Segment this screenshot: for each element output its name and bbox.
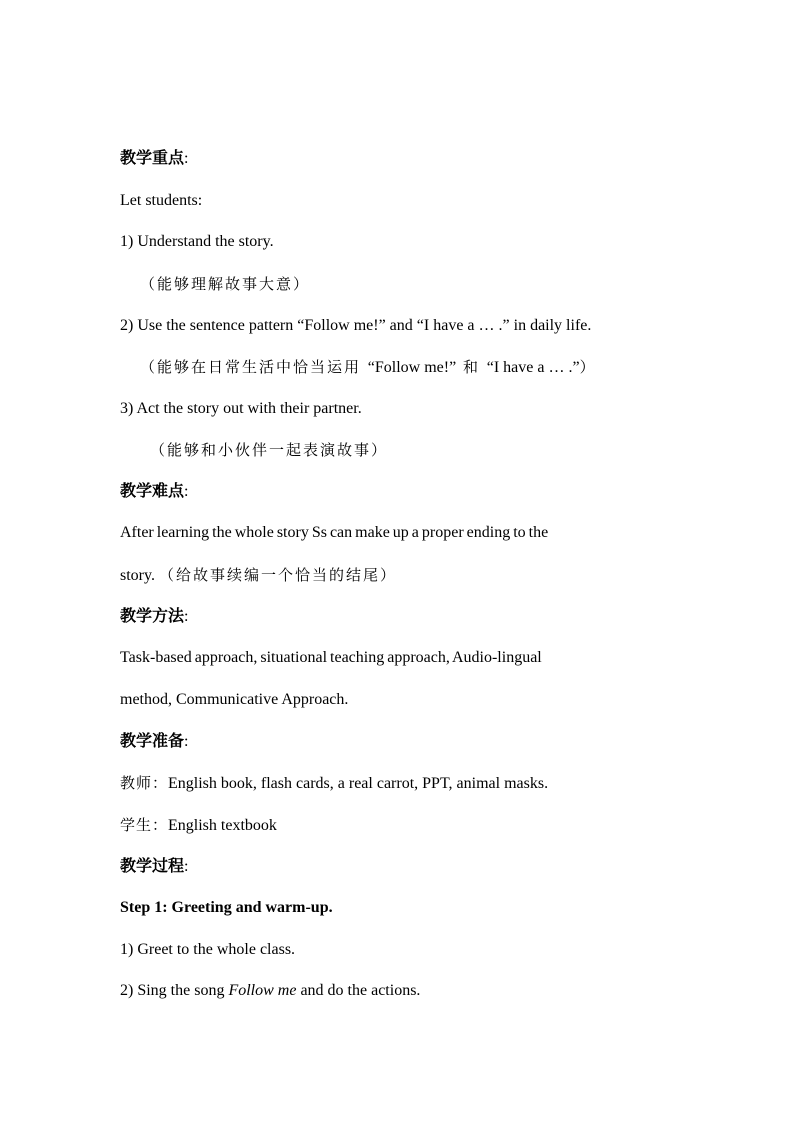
preparation-student: 学生：English textbook xyxy=(120,816,277,834)
key-point-note-3: （能够和小伙伴一起表演故事） xyxy=(150,441,389,459)
key-point-item-2: 2) Use the sentence pattern “Follow me!” and “I have a … .” in daily life. xyxy=(120,317,592,334)
step-1-item-1: 1) Greet to the whole class. xyxy=(120,941,296,958)
methods-line-2: method, Communicative Approach. xyxy=(120,691,349,708)
key-point-item-1: 1) Understand the story. xyxy=(120,233,274,250)
difficult-points-line-2: story. （给故事续编一个恰当的结尾） xyxy=(120,566,397,584)
key-points-intro: Let students: xyxy=(120,192,203,209)
difficult-points-heading: 教学难点: xyxy=(120,483,189,500)
preparation-teacher: 教师：English book, flash cards, a real carrot, PPT, animal masks. xyxy=(120,774,549,792)
key-point-note-1: （能够理解故事大意） xyxy=(140,275,311,293)
key-point-note-2: （能够在日常生活中恰当运用 “Follow me!” 和 “I have a … .”） xyxy=(140,358,597,376)
methods-line-1: Task-based approach, situational teaching approach, Audio-lingual xyxy=(120,649,542,666)
step-1-item-2: 2) Sing the song Follow me and do the actions. xyxy=(120,982,421,999)
preparation-heading: 教学准备: xyxy=(120,733,189,750)
key-points-heading: 教学重点: xyxy=(120,150,189,167)
song-title: Follow me xyxy=(228,982,297,999)
methods-heading: 教学方法: xyxy=(120,608,189,625)
key-point-item-3: 3) Act the story out with their partner. xyxy=(120,400,362,417)
difficult-points-line-1: After learning the whole story Ss can make up a proper ending to the xyxy=(120,524,549,541)
process-heading: 教学过程: xyxy=(120,858,189,875)
step-1-title: Step 1: Greeting and warm-up. xyxy=(120,899,333,916)
